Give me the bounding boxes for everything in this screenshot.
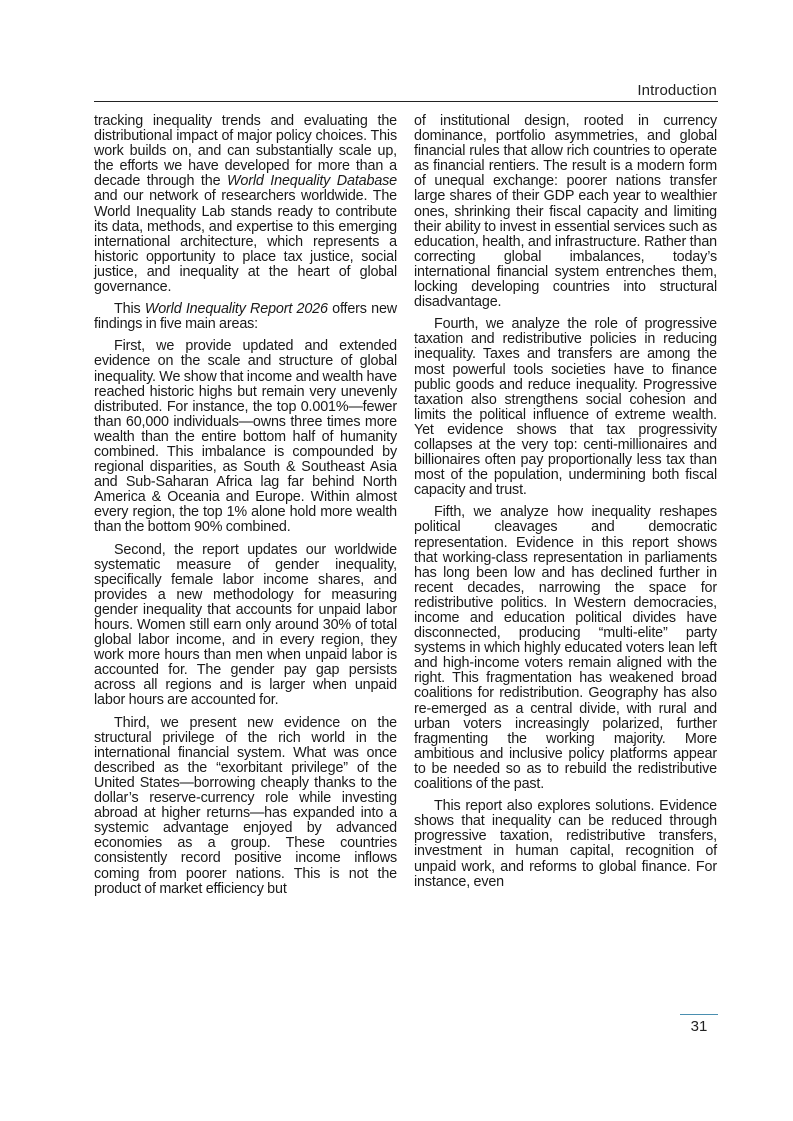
paragraph-fourth-finding: Fourth, we analyze the role of progressive taxation and redistributive policies in reducing inequality. Taxes and transfers are among the most powerful tools societies have to finance public goods and reduce inequality. Progressive taxation also strengthens social cohesion and limits the political influence of extreme wealth. Yet evidence shows that tax progressivity collapses at the very top: centi-millionaires and billionaires often pay proportionally less tax than most of the population, undermining both fiscal capacity and trust. bbox=[414, 316, 717, 499]
paragraph-third-finding: Third, we present new evidence on the structural privilege of the rich world in the international financial system. What was once described as the “exorbitant privilege” of the United States—borrowing cheaply thanks to the dollar’s reserve-currency role while investing abroad at higher returns—has expanded into a systemic advantage enjoyed by advanced economies as a group. These countries consistently record positive income inflows coming from poorer nations. This is not the product of market efficiency but bbox=[94, 714, 397, 897]
paragraph-report-intro bbox=[94, 302, 397, 332]
paragraph-solutions: This report also explores solutions. Evidence shows that inequality can be reduced through progressive taxation, redistributive transfers, investment in human capital, recognition of unpaid work, and reforms to global finance. For instance, even bbox=[414, 798, 717, 890]
paragraph-text-tail: and our network of researchers worldwide. The World Inequality Lab stands ready to contribute its data, methods, and expertise to this emerging international architecture, which represents a historic opportunity to place tax justice, social justice, and inequality at the heart of global governance. bbox=[94, 188, 397, 296]
page-number: 31 bbox=[690, 1018, 708, 1035]
page-number-rule bbox=[680, 1014, 718, 1015]
italic-title-wid: World Inequality Database bbox=[227, 173, 397, 190]
paragraph-text: tracking inequality trends and evaluating the distributional impact of major policy choices. This work builds on, and can substantially scale up, the efforts we have developed for more than a decade through the bbox=[94, 113, 397, 190]
header-divider bbox=[94, 101, 718, 102]
running-header-title: Introduction bbox=[637, 82, 717, 99]
paragraph-lead: This bbox=[114, 301, 145, 318]
paragraph-first-finding: First, we provide updated and extended evidence on the scale and structure of global inequality. We show that income and wealth have reached historic highs but remain very unevenly distributed. For instance, the top 0.001%—fewer than 60,000 individuals—owns three times more wealth than the entire bottom half of humanity combined. This imbalance is compounded by regional disparities, as South & Southeast Asia and Sub-Saharan Africa lag far behind North America & Oceania and Europe. Within almost every region, the top 1% alone hold more wealth than the bottom 90% combined. bbox=[94, 338, 397, 536]
paragraph-tail: offers new findings in five main areas: bbox=[94, 301, 397, 333]
italic-title-report: World Inequality Report 2026 bbox=[144, 301, 328, 318]
paragraph-continuation bbox=[94, 114, 397, 295]
left-column bbox=[94, 114, 397, 904]
paragraph-third-finding-continued: of institutional design, rooted in currency dominance, portfolio asymmetries, and global financial rules that allow rich countries to operate as financial rentiers. The result is a modern form of unequal exchange: poorer nations transfer large shares of their GDP each year to wealthier ones, shrinking their fiscal capacity and limiting their ability to invest in essential services such as education, health, and infrastructure. Rather than correcting global imbalances, today’s international financial system entrenches them, locking developing countries into structural disadvantage. bbox=[414, 113, 717, 311]
paragraph-fifth-finding: Fifth, we analyze how inequality reshapes political cleavages and democratic representation. Evidence in this report shows that working-class representation in parliaments has long been low and has declined further in recent decades, narrowing the space for redistributive politics. In Western democracies, income and education political divides have disconnected, producing “multi-elite” party systems in which highly educated voters lean left and high-income voters remain aligned with the right. This fragmentation has weakened broad coalitions for redistribution. Geography has also re-emerged as a central divide, with rural and urban voters increasingly polarized, further fragmenting the working majority. More ambitious and inclusive policy platforms appear to be needed so as to rebuild the redistributive coalitions of the past. bbox=[414, 504, 717, 793]
paragraph-second-finding: Second, the report updates our worldwide systematic measure of gender inequality, specifically female labor income shares, and provides a new methodology for measuring gender inequality that accounts for unpaid labor hours. Women still earn only around 30% of total global labor income, and in every region, they work more hours than men when unpaid labor is accounted for. The gender pay gap persists across all regions and is larger when unpaid labor hours are accounted for. bbox=[94, 541, 397, 709]
right-column bbox=[414, 114, 717, 897]
